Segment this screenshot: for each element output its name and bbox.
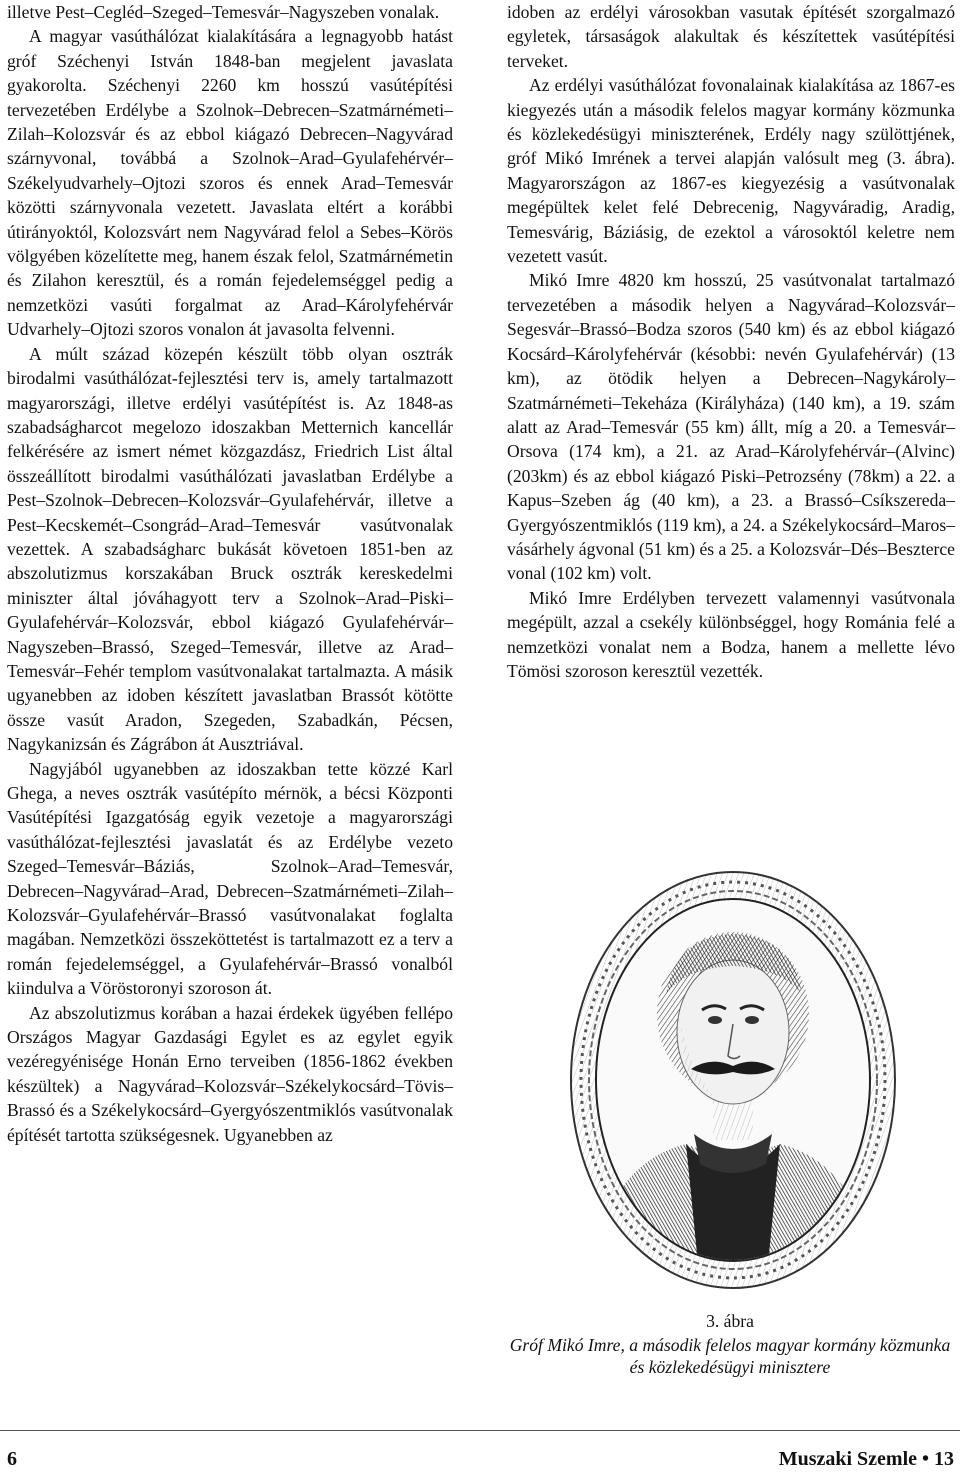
left-text-column <box>7 0 453 1147</box>
paragraph: A múlt század közepén készült több olyan osztrák birodalmi vasúthálózat-fejlesztési terv is, amely tartalmazott magyarországi, illetve erdélyi vasútépítést is. Az 1848-as szabadságharcot megelozo idoszakban Metternich kancellár felkérésére az ismert német közgazdász, Friedrich List által összeállított birodalmi vasúthálózati javaslatban Erdélybe a Pest–Szolnok–Debrecen–Kolozsvár–Gyulafehérvár, illetve a Pest–Kecskemét–Csongrád–Arad–Temesvár vasútvonalak vezettek. A szabadságharc bukását követoen 1851-ben az abszolutizmus korszakában Bruck osztrák kereskedelmi miniszter által jóváhagyott terv a Szolnok–Arad–Piski–Gyulafehérvár–Kolozsvár, ebbol kiágazó Gyulafehérvár–Nagyszeben–Brassó, Szeged–Temesvár, illetve az Arad–Temesvár–Fehér templom vasútvonalakat tartalmazta. A másik ugyanebben az idoben készített javaslatban Brassót kötötte össze vasút Aradon, Szegeden, Szabadkán, Pécsen, Nagykanizsán és Zágrábon át Ausztriával. <box>7 343 453 755</box>
figure-caption: Gróf Mikó Imre, a második felelos magyar kormány közmunka és közlekedésügyi minisztere <box>509 1335 951 1377</box>
paragraph: Mikó Imre 4820 km hosszú, 25 vasútvonalat tartalmazó tervezetében a második helyen a Nagyvárad–Kolozsvár–Segesvár–Brassó–Bodza szoros (540 km) és az ebbol kiágazó Kocsárd–Károlyfehérvár (késobbi: nevén Gyulafehérvár) (13 km), az ötödik helyen a Debrecen–Nagykároly–Szatmárnémeti–Tekeháza (Királyháza) (140 km), a 19. szám alatt az Arad–Temesvár (55 km) állt, míg a 20. a Temesvár–Orsova (174 km), a 21. az Arad–Károlyfehérvár–(Alvinc) (203km) és az ebbol kiágazó Piski–Petrozsény (78km) a 22. a Kapus–Szeben ág (40 km), a 23. a Brassó–Csíkszereda–Gyergyószentmiklós (119 km), a 24. a Székelykocsárd–Maros–vásárhely ágvonal (51 km) és a 25. a Kolozsvár–Dés–Beszterce vonal (102 km) volt. <box>507 270 955 584</box>
paragraph: illetve Pest–Cegléd–Szeged–Temesvár–Nagyszeben vonalak. <box>7 2 440 22</box>
paragraph: Az erdélyi vasúthálózat fovonalainak kialakítása az 1867-es kiegyezés után a második felelos magyar kormány közmunka és közlekedésügyi miniszterének, Erdély nagy szülöttjének, gróf Mikó Imrének a tervei alapján valósult meg (3. ábra). Magyarországon az 1867-es kiegyezésig a vasútvonalak megépültek kelet felé Debrecenig, Nagyváradig, Aradig, Temesvárig, Báziásig, de ezektol a városoktól keletre nem vezetett vasút. <box>507 75 955 267</box>
right-text-column <box>507 0 955 683</box>
paragraph: Nagyjából ugyanebben az idoszakban tette közzé Karl Ghega, a neves osztrák vasútépíto mérnök, a bécsi Központi Vasútépítési Igazgatóság egyik vezetoje a magyarországi vasúthálózat-fejlesztési javaslatát és az Erdélybe vezeto Szeged–Temesvár–Báziás, Szolnok–Arad–Temesvár, Debrecen–Nagyvárad–Arad, Debrecen–Szatmárnémeti–Zilah–Kolozsvár–Gyulafehérvár–Brassó vasútvonalakat foglalta magában. Nemzetközi összeköttetést is tartalmazott ez a terv a román fejedelemséggel, a Gyulafehérvár–Brassó vonalból kiindulva a Vöröstoronyi szoroson át. <box>7 758 453 999</box>
figure-label: 3. ábra <box>706 1311 754 1331</box>
paragraph: Az abszolutizmus korában a hazai érdekek ügyében fellépo Országos Magyar Gazdasági Egylet es az egylet egyik vezéregyénisége Honán Erno terveiben (1856-1862 években készültek) a Nagyvárad–Kolozsvár–Székelykocsárd–Tövis–Brassó és a Székelykocsárd–Gyergyószentmiklós vasútvonalak építését tartotta szükségesnek. Ugyanebben az <box>7 1002 453 1145</box>
footer-divider <box>0 1430 960 1431</box>
paragraph: idoben az erdélyi városokban vasutak építését szorgalmazó egyletek, társaságok alakultak és készítettek vasútépítési terveket. <box>507 2 955 71</box>
page-number: 6 <box>7 1448 17 1470</box>
portrait-engraving-figure <box>566 864 900 1296</box>
paragraph: Mikó Imre Erdélyben tervezett valamennyi vasútvonala megépült, azzal a csekély különbséggel, hogy Románia felé a nemzetközi vonalat nem a Bodza, hanem a mellette lévo Tömösi szoroson keresztül vezették. <box>507 587 955 681</box>
journal-footer: Muszaki Szemle • 13 <box>778 1448 954 1470</box>
paragraph: A magyar vasúthálózat kialakítására a legnagyobb hatást gróf Széchenyi István 1848-ban megjelent javaslata gyakorolta. Széchenyi 2260 km hosszú vasútépítési tervezetében Erdélybe a Szolnok–Debrecen–Szatmárnémeti–Zilah–Kolozsvár és az ebbol kiágazó Debrecen–Nagyvárad szárnyvonal, továbbá a Szolnok–Arad–Gyulafehérvér–Székelyudvarhely–Ojtozi szoros és ennek Arad–Temesvár közötti szárnyvonala vezetett. Javaslata eltért a korábbi útirányoktól, Kolozsvárt nem Nagyvárad felol a Sebes–Körös völgyében közelítette meg, hanem észak felol, Szatmárnémetin és Zilahon keresztül, és a román fejedelemséggel pedig a nemzetközi vasúti forgalmat az Arad–Károlyfehérvár Udvarhely–Ojtozi szoros vonalon át javasolta felvenni. <box>7 26 453 340</box>
